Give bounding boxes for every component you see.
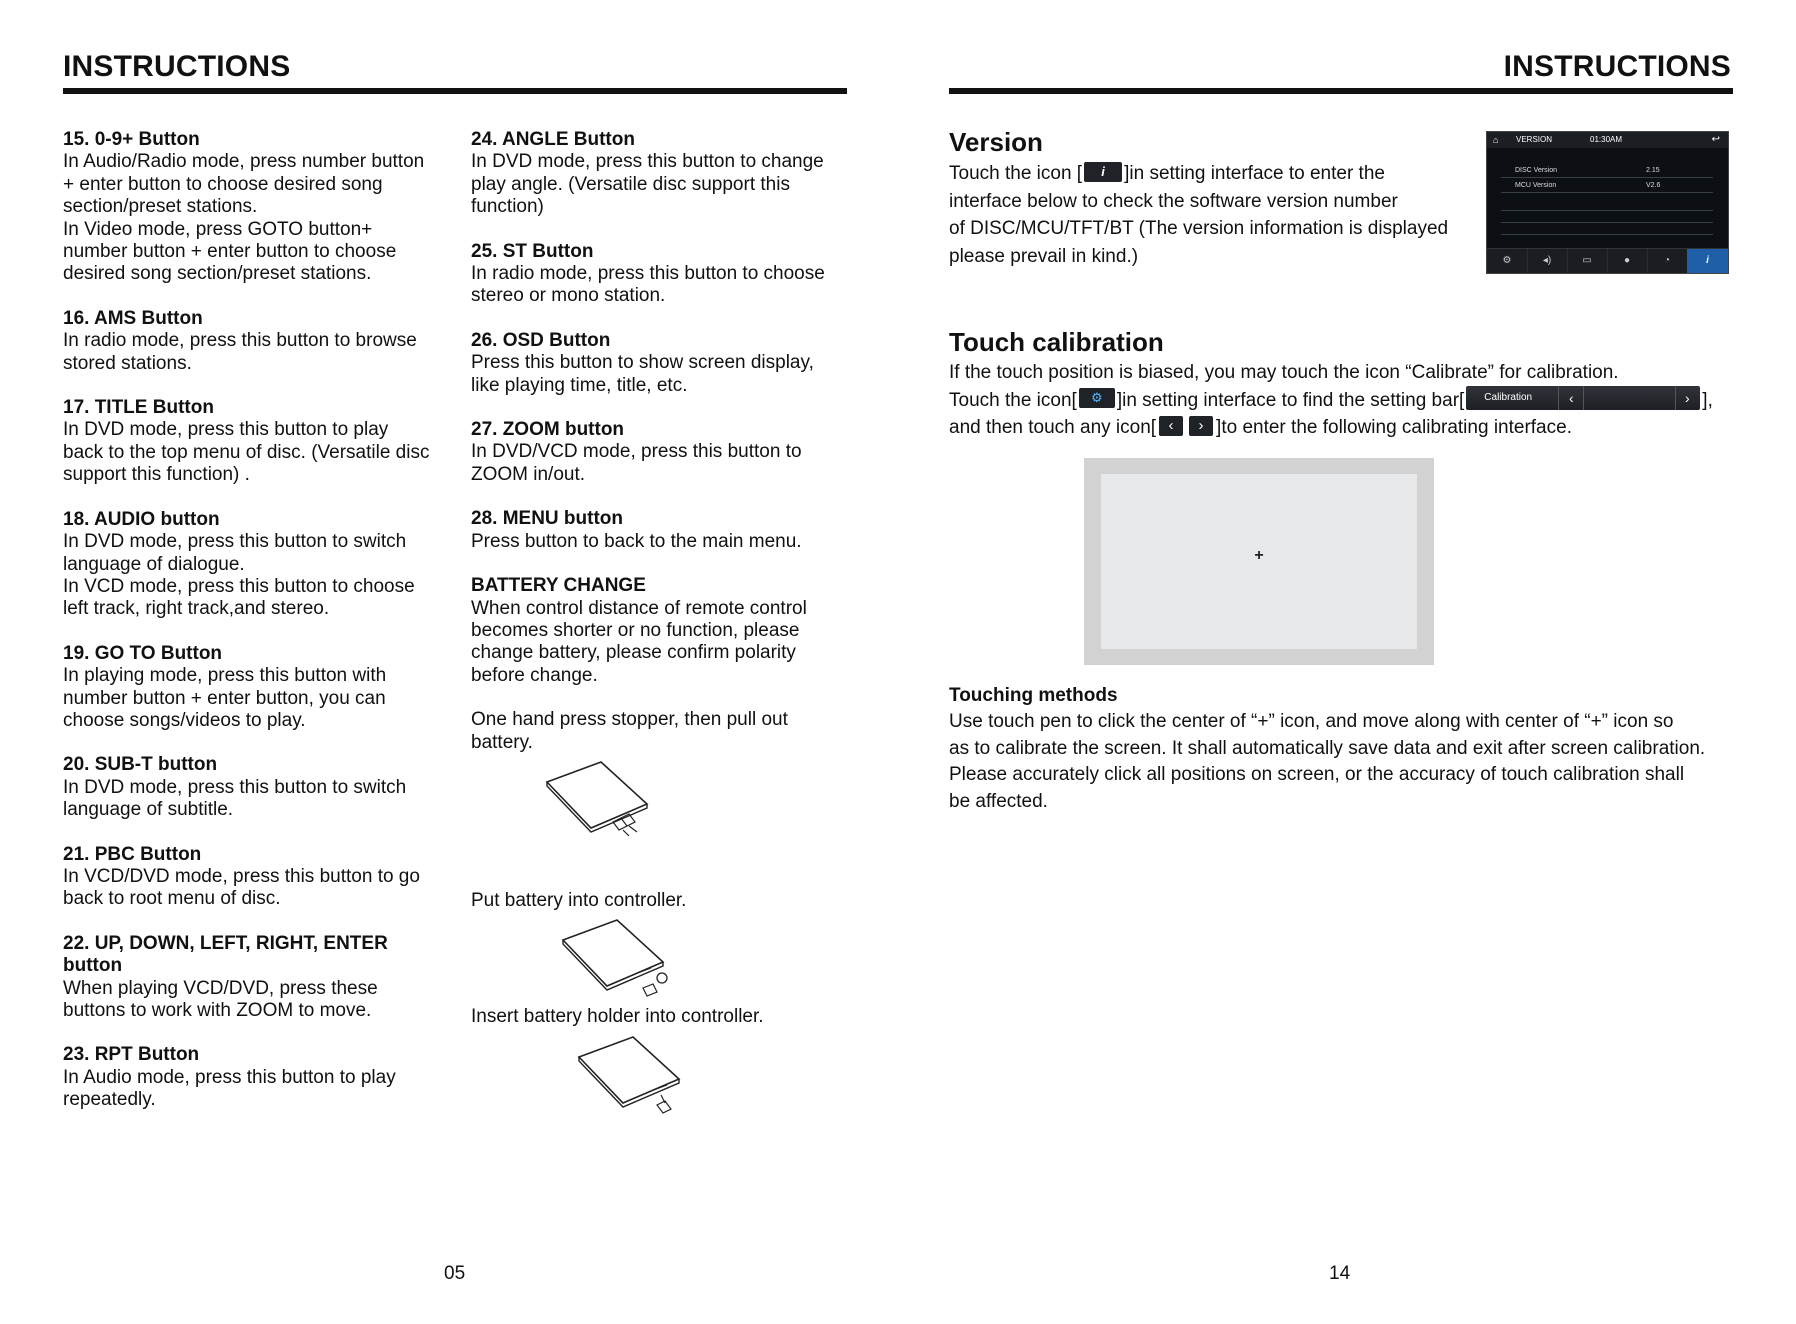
instruction-title: BATTERY CHANGE <box>471 575 646 597</box>
calibration-area <box>1101 474 1417 649</box>
screen-tab-bar <box>1487 248 1728 273</box>
instruction-item <box>63 844 463 911</box>
calibration-bar-label: Calibration <box>1484 392 1533 404</box>
instruction-body: In DVD/VCD mode, press this button to ZOOM in/out. <box>471 441 802 485</box>
version-screen-image <box>1486 131 1729 274</box>
battery-step-text: Put battery into controller. <box>471 889 687 911</box>
methods-line: be affected. <box>949 790 1048 812</box>
chevron-right-icon: › <box>1189 416 1213 436</box>
instruction-title: 20. SUB-T button <box>63 754 218 776</box>
calibration-screen-image <box>1084 458 1434 665</box>
instruction-title: 24. ANGLE Button <box>471 129 635 150</box>
screen-time: 01:30AM <box>1590 135 1623 144</box>
instruction-title: 25. ST Button <box>471 240 594 262</box>
touching-methods-text <box>949 709 1749 815</box>
chevron-right-icon: › <box>1675 386 1698 410</box>
version-line: please prevail in kind.) <box>949 245 1139 267</box>
settings-icon: ⚙ <box>1079 388 1115 408</box>
button-list-column-b <box>471 129 871 1115</box>
home-icon: ⌂ <box>1493 135 1499 145</box>
instruction-title: 23. RPT Button <box>63 1044 200 1066</box>
version-description <box>949 160 1489 270</box>
instruction-item <box>63 308 463 375</box>
calibration-line: If the touch position is biased, you may touch the icon “Calibrate” for calibration. <box>949 362 1619 383</box>
divider <box>1501 222 1713 223</box>
instruction-body: In radio mode, press this button to browse stored stations. <box>63 330 417 374</box>
instruction-title: 26. OSD Button <box>471 329 611 351</box>
touching-methods-title: Touching methods <box>949 685 1118 706</box>
remote-holder-illustration <box>575 1035 695 1115</box>
battery-step-text: Insert battery holder into controller. <box>471 1006 764 1028</box>
header-divider <box>949 88 1733 94</box>
instruction-item <box>63 129 463 286</box>
instruction-title: 17. TITLE Button <box>63 397 214 419</box>
chevron-left-icon: ‹ <box>1159 416 1183 436</box>
instruction-item <box>471 575 871 687</box>
instruction-body: When playing VCD/DVD, press these buttons to work with ZOOM to move. <box>63 977 378 1021</box>
version-section-title: Version <box>949 127 1043 157</box>
clock-icon: ◔ <box>1647 249 1688 273</box>
instruction-item <box>471 129 871 219</box>
screen-icon: ▭ <box>1567 249 1608 273</box>
instruction-item <box>63 509 463 621</box>
page-title: INSTRUCTIONS <box>63 50 291 83</box>
version-row: DISC Version 2.15 <box>1501 165 1713 178</box>
instruction-body: Press this button to show screen display, like playing time, title, etc. <box>471 352 814 396</box>
calibration-description <box>949 359 1749 442</box>
screen-title: VERSION <box>1516 135 1553 144</box>
page-title: INSTRUCTIONS <box>1503 50 1731 83</box>
calibration-line: Touch the icon[ ⚙ ]in setting interface to find the setting bar[ Calibration ‹ › ], <box>949 387 1749 415</box>
info-icon: i <box>1084 162 1122 182</box>
user-icon: ● <box>1607 249 1648 273</box>
instruction-body: In DVD mode, press this button to change play angle. (Versatile disc support this function) <box>471 151 824 218</box>
remote-pull-battery-illustration <box>543 760 663 840</box>
instruction-body: In radio mode, press this button to choose stereo or mono station. <box>471 263 825 307</box>
instruction-body: When control distance of remote control becomes shorter or no function, please change battery, please confirm polarity before change. <box>471 597 807 686</box>
instruction-title: 19. GO TO Button <box>63 642 223 664</box>
instruction-item <box>63 1044 463 1111</box>
header-divider <box>63 88 847 94</box>
instruction-title: 18. AUDIO button <box>63 508 220 530</box>
chevron-left-icon: ‹ <box>1558 386 1584 410</box>
battery-step-text: One hand press stopper, then pull out battery. <box>471 709 788 753</box>
calibration-crosshair: + <box>1254 547 1264 564</box>
instruction-item <box>471 508 871 553</box>
version-line: Touch the icon [ i ]in setting interface to enter the <box>949 163 1385 184</box>
right-page <box>898 0 1796 1324</box>
instruction-body: In VCD/DVD mode, press this button to go back to root menu of disc. <box>63 865 420 910</box>
info-icon: i <box>1687 249 1728 273</box>
instruction-item <box>63 397 463 487</box>
instruction-body: Press button to back to the main menu. <box>471 530 802 552</box>
instruction-title: 16. AMS Button <box>63 307 203 329</box>
instruction-item <box>471 330 871 397</box>
instruction-title: 28. MENU button <box>471 508 623 530</box>
instruction-title: 22. UP, DOWN, LEFT, RIGHT, ENTER button <box>63 932 388 977</box>
page-number: 05 <box>444 1263 466 1284</box>
methods-line: Use touch pen to click the center of “+” icon, and move along with center of “+” icon so <box>949 711 1674 732</box>
instruction-body: In Audio/Radio mode, press number button + enter button to choose desired song section/preset stations. In Video mode, press GOTO button+ number button + enter button to choose desired song section/preset stations. <box>63 151 425 285</box>
screen-top-bar <box>1487 132 1728 148</box>
version-row: MCU Version V2.6 <box>1501 180 1713 193</box>
divider <box>1501 234 1713 235</box>
version-line: of DISC/MCU/TFT/BT (The version information is displayed <box>949 218 1449 239</box>
instruction-body: In DVD mode, press this button to switch language of dialogue. In VCD mode, press this button to choose left track, right track,and stereo. <box>63 531 415 620</box>
instruction-body: In DVD mode, press this button to play back to the top menu of disc. (Versatile disc support this function) . <box>63 419 430 486</box>
instruction-item <box>63 643 463 733</box>
instruction-title: 27. ZOOM button <box>471 419 625 441</box>
instruction-item <box>63 754 463 821</box>
back-icon: ↩ <box>1711 134 1720 145</box>
instruction-title: 21. PBC Button <box>63 843 202 865</box>
instruction-body: In Audio mode, press this button to play repeatedly. <box>63 1066 396 1111</box>
remote-insert-battery-illustration <box>559 918 679 998</box>
page-number: 14 <box>1329 1263 1351 1284</box>
divider <box>1501 210 1713 211</box>
version-line: interface below to check the software version number <box>949 190 1398 212</box>
calibration-section-title: Touch calibration <box>949 327 1164 357</box>
instruction-item <box>471 419 871 486</box>
gear-icon: ⚙ <box>1487 249 1528 273</box>
methods-line: Please accurately click all positions on screen, or the accuracy of touch calibration shall <box>949 764 1685 785</box>
instruction-item <box>63 933 463 1023</box>
button-list-column-a <box>63 129 463 1134</box>
instruction-title: 15. 0-9+ Button <box>63 129 200 150</box>
instruction-item <box>471 241 871 308</box>
speaker-icon: ◂) <box>1527 249 1568 273</box>
calibration-line: and then touch any icon[ ‹ › ]to enter the following calibrating interface. <box>949 416 1572 438</box>
calibration-setting-bar <box>1466 386 1700 410</box>
instruction-body: In playing mode, press this button with number button + enter button, you can choose songs/videos to play. <box>63 665 387 731</box>
methods-line: as to calibrate the screen. It shall automatically save data and exit after screen calibration. <box>949 737 1706 759</box>
instruction-body: In DVD mode, press this button to switch language of subtitle. <box>63 776 407 821</box>
